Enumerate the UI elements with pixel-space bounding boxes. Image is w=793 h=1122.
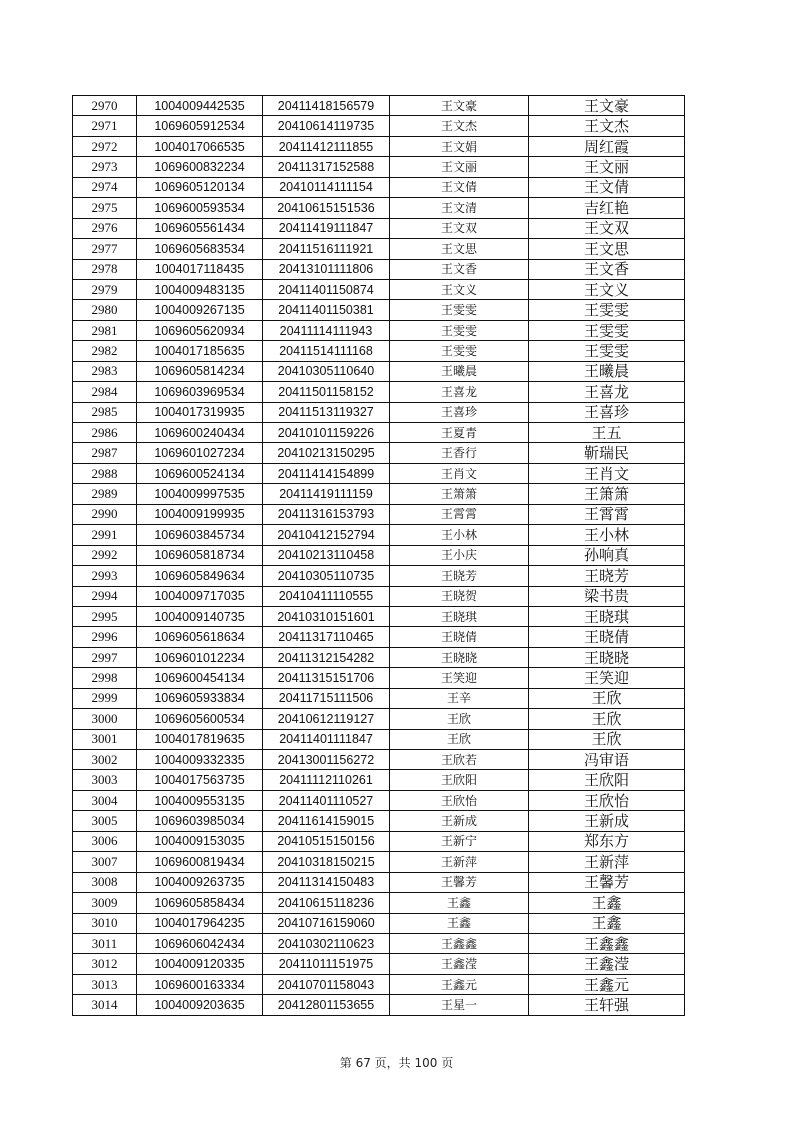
verified-name-cell: 王喜珍 <box>529 402 685 422</box>
candidate-id-cell: 1069600240434 <box>137 423 263 443</box>
sequence-number-cell: 2995 <box>73 606 137 626</box>
name-cell: 王喜龙 <box>390 382 529 402</box>
name-cell: 王星一 <box>390 995 529 1015</box>
registration-number-cell: 20411401111847 <box>263 729 390 749</box>
registration-number-cell: 20411412111855 <box>263 136 390 156</box>
candidate-id-cell: 1069606042434 <box>137 933 263 953</box>
sequence-number-cell: 3004 <box>73 790 137 810</box>
registration-number-cell: 20413101111806 <box>263 259 390 279</box>
verified-name-cell: 王雯雯 <box>529 300 685 320</box>
sequence-number-cell: 2987 <box>73 443 137 463</box>
table-row <box>73 688 685 708</box>
sequence-number-cell: 3010 <box>73 913 137 933</box>
table-row <box>73 484 685 504</box>
registration-number-cell: 20411414154899 <box>263 463 390 483</box>
verified-name-cell: 王小林 <box>529 525 685 545</box>
verified-name-cell: 王新萍 <box>529 852 685 872</box>
name-cell: 王欣若 <box>390 750 529 770</box>
registration-number-cell: 20410101159226 <box>263 423 390 443</box>
candidate-id-cell: 1004017563735 <box>137 770 263 790</box>
table-row <box>73 995 685 1015</box>
verified-name-cell: 王曦晨 <box>529 361 685 381</box>
registration-number-cell: 20411401150874 <box>263 279 390 299</box>
name-cell: 王霄霄 <box>390 504 529 524</box>
registration-number-cell: 20410213110458 <box>263 545 390 565</box>
registration-number-cell: 20410612119127 <box>263 709 390 729</box>
name-cell: 王文清 <box>390 198 529 218</box>
sequence-number-cell: 3014 <box>73 995 137 1015</box>
table-row <box>73 504 685 524</box>
sequence-number-cell: 3013 <box>73 974 137 994</box>
registration-number-cell: 20411715111506 <box>263 688 390 708</box>
registration-number-cell: 20411317110465 <box>263 627 390 647</box>
registration-number-cell: 20410114111154 <box>263 177 390 197</box>
sequence-number-cell: 3009 <box>73 893 137 913</box>
registration-number-cell: 20411401110527 <box>263 790 390 810</box>
candidate-id-cell: 1069605849634 <box>137 566 263 586</box>
sequence-number-cell: 2981 <box>73 320 137 340</box>
verified-name-cell: 梁书贵 <box>529 586 685 606</box>
registration-number-cell: 20410310151601 <box>263 606 390 626</box>
sequence-number-cell: 2984 <box>73 382 137 402</box>
registration-number-cell: 20410515150156 <box>263 831 390 851</box>
verified-name-cell: 冯审语 <box>529 750 685 770</box>
candidate-id-cell: 1004009203635 <box>137 995 263 1015</box>
candidate-id-cell: 1004009442535 <box>137 96 263 116</box>
sequence-number-cell: 2997 <box>73 647 137 667</box>
table-row <box>73 116 685 136</box>
name-cell: 王喜珍 <box>390 402 529 422</box>
name-cell: 王欣 <box>390 709 529 729</box>
verified-name-cell: 王晓晓 <box>529 647 685 667</box>
sequence-number-cell: 2977 <box>73 239 137 259</box>
table-row <box>73 239 685 259</box>
registration-number-cell: 20411513119327 <box>263 402 390 422</box>
candidate-id-cell: 1004017185635 <box>137 341 263 361</box>
table-row <box>73 893 685 913</box>
name-cell: 王箫箫 <box>390 484 529 504</box>
verified-name-cell: 王文杰 <box>529 116 685 136</box>
name-cell: 王文豪 <box>390 96 529 116</box>
candidate-id-cell: 1069605683534 <box>137 239 263 259</box>
name-cell: 王文倩 <box>390 177 529 197</box>
registration-number-cell: 20411501158152 <box>263 382 390 402</box>
roster-table-body <box>73 96 685 1016</box>
sequence-number-cell: 2980 <box>73 300 137 320</box>
sequence-number-cell: 2971 <box>73 116 137 136</box>
table-row <box>73 463 685 483</box>
candidate-id-cell: 1004009199935 <box>137 504 263 524</box>
name-cell: 王文杰 <box>390 116 529 136</box>
registration-number-cell: 20411514111168 <box>263 341 390 361</box>
name-cell: 王新成 <box>390 811 529 831</box>
candidate-id-cell: 1069603845734 <box>137 525 263 545</box>
sequence-number-cell: 2990 <box>73 504 137 524</box>
registration-number-cell: 20411419111847 <box>263 218 390 238</box>
candidate-id-cell: 1004017319935 <box>137 402 263 422</box>
name-cell: 王晓芳 <box>390 566 529 586</box>
sequence-number-cell: 3006 <box>73 831 137 851</box>
page-number-footer: 第 67 页，共 100 页 <box>339 1056 454 1070</box>
sequence-number-cell: 3008 <box>73 872 137 892</box>
verified-name-cell: 吉红艳 <box>529 198 685 218</box>
registration-number-cell: 20411419111159 <box>263 484 390 504</box>
verified-name-cell: 王馨芳 <box>529 872 685 892</box>
name-cell: 王文娟 <box>390 136 529 156</box>
sequence-number-cell: 3003 <box>73 770 137 790</box>
name-cell: 王新宁 <box>390 831 529 851</box>
verified-name-cell: 王文双 <box>529 218 685 238</box>
sequence-number-cell: 2972 <box>73 136 137 156</box>
registration-number-cell: 20411317152588 <box>263 157 390 177</box>
verified-name-cell: 王鑫 <box>529 913 685 933</box>
registration-number-cell: 20410615118236 <box>263 893 390 913</box>
candidate-id-cell: 1069605814234 <box>137 361 263 381</box>
table-row <box>73 259 685 279</box>
table-row <box>73 545 685 565</box>
verified-name-cell: 王晓琪 <box>529 606 685 626</box>
registration-number-cell: 20410213150295 <box>263 443 390 463</box>
candidate-id-cell: 1004017066535 <box>137 136 263 156</box>
name-cell: 王肖文 <box>390 463 529 483</box>
verified-name-cell: 王五 <box>529 423 685 443</box>
verified-name-cell: 郑东方 <box>529 831 685 851</box>
registration-number-cell: 20410318150215 <box>263 852 390 872</box>
name-cell: 王欣怡 <box>390 790 529 810</box>
verified-name-cell: 王文倩 <box>529 177 685 197</box>
sequence-number-cell: 3000 <box>73 709 137 729</box>
table-row <box>73 566 685 586</box>
table-row <box>73 750 685 770</box>
name-cell: 王晓琪 <box>390 606 529 626</box>
registration-number-cell: 20410412152794 <box>263 525 390 545</box>
table-row <box>73 852 685 872</box>
registration-number-cell: 20411316153793 <box>263 504 390 524</box>
verified-name-cell: 王轩强 <box>529 995 685 1015</box>
candidate-id-cell: 1004009140735 <box>137 606 263 626</box>
registration-number-cell: 20411314150483 <box>263 872 390 892</box>
verified-name-cell: 王欣 <box>529 729 685 749</box>
verified-name-cell: 王新成 <box>529 811 685 831</box>
candidate-id-cell: 1069600163334 <box>137 974 263 994</box>
roster-table <box>72 95 685 1016</box>
sequence-number-cell: 3012 <box>73 954 137 974</box>
registration-number-cell: 20411614159015 <box>263 811 390 831</box>
candidate-id-cell: 1004009332335 <box>137 750 263 770</box>
sequence-number-cell: 3002 <box>73 750 137 770</box>
candidate-id-cell: 1069603985034 <box>137 811 263 831</box>
table-row <box>73 423 685 443</box>
table-row <box>73 790 685 810</box>
verified-name-cell: 王文丽 <box>529 157 685 177</box>
candidate-id-cell: 1004009997535 <box>137 484 263 504</box>
verified-name-cell: 王文义 <box>529 279 685 299</box>
table-row <box>73 770 685 790</box>
table-row <box>73 218 685 238</box>
verified-name-cell: 王鑫 <box>529 893 685 913</box>
table-row <box>73 382 685 402</box>
registration-number-cell: 20411312154282 <box>263 647 390 667</box>
verified-name-cell: 王喜龙 <box>529 382 685 402</box>
name-cell: 王香行 <box>390 443 529 463</box>
name-cell: 王雯雯 <box>390 300 529 320</box>
name-cell: 王文丽 <box>390 157 529 177</box>
sequence-number-cell: 2985 <box>73 402 137 422</box>
candidate-id-cell: 1069605620934 <box>137 320 263 340</box>
name-cell: 王鑫元 <box>390 974 529 994</box>
name-cell: 王文思 <box>390 239 529 259</box>
registration-number-cell: 20410305110735 <box>263 566 390 586</box>
sequence-number-cell: 2988 <box>73 463 137 483</box>
sequence-number-cell: 2989 <box>73 484 137 504</box>
name-cell: 王笑迎 <box>390 668 529 688</box>
verified-name-cell: 王欣 <box>529 688 685 708</box>
verified-name-cell: 王肖文 <box>529 463 685 483</box>
verified-name-cell: 王欣 <box>529 709 685 729</box>
name-cell: 王欣 <box>390 729 529 749</box>
table-row <box>73 361 685 381</box>
candidate-id-cell: 1004009717035 <box>137 586 263 606</box>
name-cell: 王雯雯 <box>390 320 529 340</box>
name-cell: 王新萍 <box>390 852 529 872</box>
candidate-id-cell: 1069605818734 <box>137 545 263 565</box>
candidate-id-cell: 1004009263735 <box>137 872 263 892</box>
candidate-id-cell: 1069605933834 <box>137 688 263 708</box>
candidate-id-cell: 1004017118435 <box>137 259 263 279</box>
verified-name-cell: 周红霞 <box>529 136 685 156</box>
sequence-number-cell: 2982 <box>73 341 137 361</box>
candidate-id-cell: 1069600819434 <box>137 852 263 872</box>
table-row <box>73 96 685 116</box>
table-row <box>73 443 685 463</box>
candidate-id-cell: 1069603969534 <box>137 382 263 402</box>
verified-name-cell: 王欣阳 <box>529 770 685 790</box>
table-row <box>73 811 685 831</box>
registration-number-cell: 20410614119735 <box>263 116 390 136</box>
verified-name-cell: 王笑迎 <box>529 668 685 688</box>
registration-number-cell: 20411315151706 <box>263 668 390 688</box>
registration-number-cell: 20410701158043 <box>263 974 390 994</box>
verified-name-cell: 王霄霄 <box>529 504 685 524</box>
name-cell: 王曦晨 <box>390 361 529 381</box>
registration-number-cell: 20410305110640 <box>263 361 390 381</box>
name-cell: 王馨芳 <box>390 872 529 892</box>
name-cell: 王鑫鑫 <box>390 933 529 953</box>
table-row <box>73 974 685 994</box>
name-cell: 王小林 <box>390 525 529 545</box>
registration-number-cell: 20411112110261 <box>263 770 390 790</box>
candidate-id-cell: 1069605561434 <box>137 218 263 238</box>
candidate-id-cell: 1069601027234 <box>137 443 263 463</box>
registration-number-cell: 20411114111943 <box>263 320 390 340</box>
candidate-id-cell: 1004017964235 <box>137 913 263 933</box>
table-row <box>73 647 685 667</box>
candidate-id-cell: 1069605600534 <box>137 709 263 729</box>
table-row <box>73 913 685 933</box>
sequence-number-cell: 2974 <box>73 177 137 197</box>
table-row <box>73 627 685 647</box>
name-cell: 王鑫 <box>390 893 529 913</box>
sequence-number-cell: 2983 <box>73 361 137 381</box>
sequence-number-cell: 3005 <box>73 811 137 831</box>
sequence-number-cell: 3001 <box>73 729 137 749</box>
table-row <box>73 320 685 340</box>
table-row <box>73 136 685 156</box>
verified-name-cell: 王鑫鑫 <box>529 933 685 953</box>
verified-name-cell: 王鑫元 <box>529 974 685 994</box>
candidate-id-cell: 1069600832234 <box>137 157 263 177</box>
name-cell: 王欣阳 <box>390 770 529 790</box>
candidate-id-cell: 1004009267135 <box>137 300 263 320</box>
table-row <box>73 954 685 974</box>
name-cell: 王文双 <box>390 218 529 238</box>
name-cell: 王晓贺 <box>390 586 529 606</box>
table-row <box>73 729 685 749</box>
candidate-id-cell: 1069605618634 <box>137 627 263 647</box>
sequence-number-cell: 2979 <box>73 279 137 299</box>
table-row <box>73 709 685 729</box>
verified-name-cell: 王欣怡 <box>529 790 685 810</box>
candidate-id-cell: 1004009553135 <box>137 790 263 810</box>
table-row <box>73 668 685 688</box>
candidate-id-cell: 1004009483135 <box>137 279 263 299</box>
sequence-number-cell: 2970 <box>73 96 137 116</box>
table-row <box>73 525 685 545</box>
candidate-id-cell: 1069601012234 <box>137 647 263 667</box>
sequence-number-cell: 2973 <box>73 157 137 177</box>
verified-name-cell: 王箫箫 <box>529 484 685 504</box>
candidate-id-cell: 1004009153035 <box>137 831 263 851</box>
registration-number-cell: 20410716159060 <box>263 913 390 933</box>
table-row <box>73 402 685 422</box>
verified-name-cell: 王文豪 <box>529 96 685 116</box>
sequence-number-cell: 2986 <box>73 423 137 443</box>
candidate-id-cell: 1004017819635 <box>137 729 263 749</box>
registration-number-cell: 20411401150381 <box>263 300 390 320</box>
table-row <box>73 198 685 218</box>
candidate-id-cell: 1069605912534 <box>137 116 263 136</box>
table-row <box>73 586 685 606</box>
candidate-id-cell: 1069600593534 <box>137 198 263 218</box>
name-cell: 王夏青 <box>390 423 529 443</box>
table-row <box>73 279 685 299</box>
sequence-number-cell: 3011 <box>73 933 137 953</box>
sequence-number-cell: 2978 <box>73 259 137 279</box>
name-cell: 王雯雯 <box>390 341 529 361</box>
candidate-id-cell: 1069605120134 <box>137 177 263 197</box>
name-cell: 王鑫滢 <box>390 954 529 974</box>
name-cell: 王辛 <box>390 688 529 708</box>
registration-number-cell: 20410411110555 <box>263 586 390 606</box>
sequence-number-cell: 2993 <box>73 566 137 586</box>
table-row <box>73 831 685 851</box>
table-row <box>73 341 685 361</box>
registration-number-cell: 20412801153655 <box>263 995 390 1015</box>
table-row <box>73 606 685 626</box>
verified-name-cell: 孙响真 <box>529 545 685 565</box>
verified-name-cell: 王文思 <box>529 239 685 259</box>
verified-name-cell: 王晓倩 <box>529 627 685 647</box>
name-cell: 王鑫 <box>390 913 529 933</box>
registration-number-cell: 20411418156579 <box>263 96 390 116</box>
verified-name-cell: 王文香 <box>529 259 685 279</box>
sequence-number-cell: 2998 <box>73 668 137 688</box>
candidate-id-cell: 1069605858434 <box>137 893 263 913</box>
registration-number-cell: 20411516111921 <box>263 239 390 259</box>
registration-number-cell: 20411011151975 <box>263 954 390 974</box>
verified-name-cell: 王晓芳 <box>529 566 685 586</box>
sequence-number-cell: 2991 <box>73 525 137 545</box>
name-cell: 王文义 <box>390 279 529 299</box>
registration-number-cell: 20410302110623 <box>263 933 390 953</box>
table-row <box>73 177 685 197</box>
registration-number-cell: 20413001156272 <box>263 750 390 770</box>
sequence-number-cell: 3007 <box>73 852 137 872</box>
table-row <box>73 157 685 177</box>
sequence-number-cell: 2976 <box>73 218 137 238</box>
name-cell: 王文香 <box>390 259 529 279</box>
verified-name-cell: 王鑫滢 <box>529 954 685 974</box>
sequence-number-cell: 2994 <box>73 586 137 606</box>
verified-name-cell: 靳瑞民 <box>529 443 685 463</box>
name-cell: 王晓倩 <box>390 627 529 647</box>
table-row <box>73 933 685 953</box>
sequence-number-cell: 2975 <box>73 198 137 218</box>
table-row <box>73 300 685 320</box>
sequence-number-cell: 2996 <box>73 627 137 647</box>
table-row <box>73 872 685 892</box>
candidate-id-cell: 1004009120335 <box>137 954 263 974</box>
candidate-id-cell: 1069600454134 <box>137 668 263 688</box>
name-cell: 王小庆 <box>390 545 529 565</box>
candidate-id-cell: 1069600524134 <box>137 463 263 483</box>
name-cell: 王晓晓 <box>390 647 529 667</box>
verified-name-cell: 王雯雯 <box>529 341 685 361</box>
verified-name-cell: 王雯雯 <box>529 320 685 340</box>
sequence-number-cell: 2992 <box>73 545 137 565</box>
registration-number-cell: 20410615151536 <box>263 198 390 218</box>
sequence-number-cell: 2999 <box>73 688 137 708</box>
